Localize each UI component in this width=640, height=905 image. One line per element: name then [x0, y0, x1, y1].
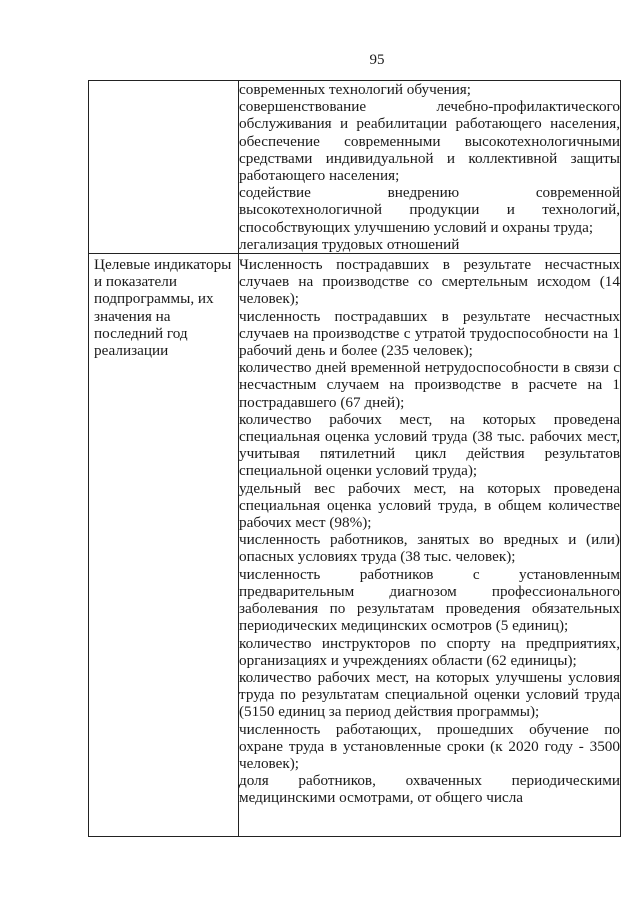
list-item: содействие внедрению современной высокотехнологичной продукции и технологий, способствующих улучшению условий и охраны труда;	[239, 184, 620, 236]
list-item: легализация трудовых отношений	[239, 235, 460, 253]
list-item: удельный вес рабочих мест, на которых проведена специальная оценка условий труда, в общем количестве рабочих мест (98%);	[239, 479, 620, 532]
list-item: численность пострадавших в результате несчастных случаев на производстве с утратой трудоспособности на 1 рабочий день и более (235 человек);	[239, 307, 620, 360]
content-cell-tasks	[239, 81, 621, 254]
list-item: численность работников, занятых во вредных и (или) опасных условиях труда (38 тыс. человек);	[239, 531, 620, 566]
list-item: количество дней временной нетрудоспособности в связи с несчастным случаем на производстве в расчете на 1 пострадавшего (67 дней);	[239, 359, 620, 411]
label-cell-empty	[89, 81, 239, 254]
list-item: количество рабочих мест, на которых улучшены условия труда по результатам специальной оценки условий труда (5150 единиц за период действия программы);	[239, 668, 620, 721]
list-item: совершенствование лечебно-профилактического обслуживания и реабилитации работающего населения, обеспечение современными высокотехнологичными средствами индивидуальной и коллективной защиты работающего населения;	[239, 98, 620, 185]
program-passport-table	[88, 80, 621, 837]
list-item: численность работников с установленным предварительным диагнозом профессионального заболевания по результатам проведения обязательных периодических медицинских осмотров (5 единиц);	[239, 565, 620, 635]
list-item: Численность пострадавших в результате несчастных случаев на производстве со смертельным исходом (14 человек);	[239, 256, 620, 308]
page-number: 95	[369, 52, 385, 68]
row-label: Целевые индикаторы и показатели подпрограммы, их значения на последний год реализации	[94, 256, 232, 360]
content-cell-indicators	[239, 254, 621, 837]
list-item: количество рабочих мест, на которых проведена специальная оценка условий труда (38 тыс. рабочих мест, учитывая пятилетний цикл действия результатов специальной оценки условий труда);	[239, 410, 620, 480]
list-item: количество инструкторов по спорту на предприятиях, организациях и учреждениях области (62 единицы);	[239, 634, 620, 669]
row-label	[89, 81, 238, 83]
table-row-continuation	[89, 81, 621, 254]
list-item: численность работающих, прошедших обучение по охране труда в установленные сроки (к 2020 году - 3500 человек);	[239, 720, 620, 772]
label-cell-indicators	[89, 254, 239, 837]
list-item: доля работников, охваченных периодическими медицинскими осмотрами, от общего числа	[239, 772, 620, 807]
list-item: современных технологий обучения;	[239, 81, 471, 98]
table-row-indicators	[89, 254, 621, 837]
